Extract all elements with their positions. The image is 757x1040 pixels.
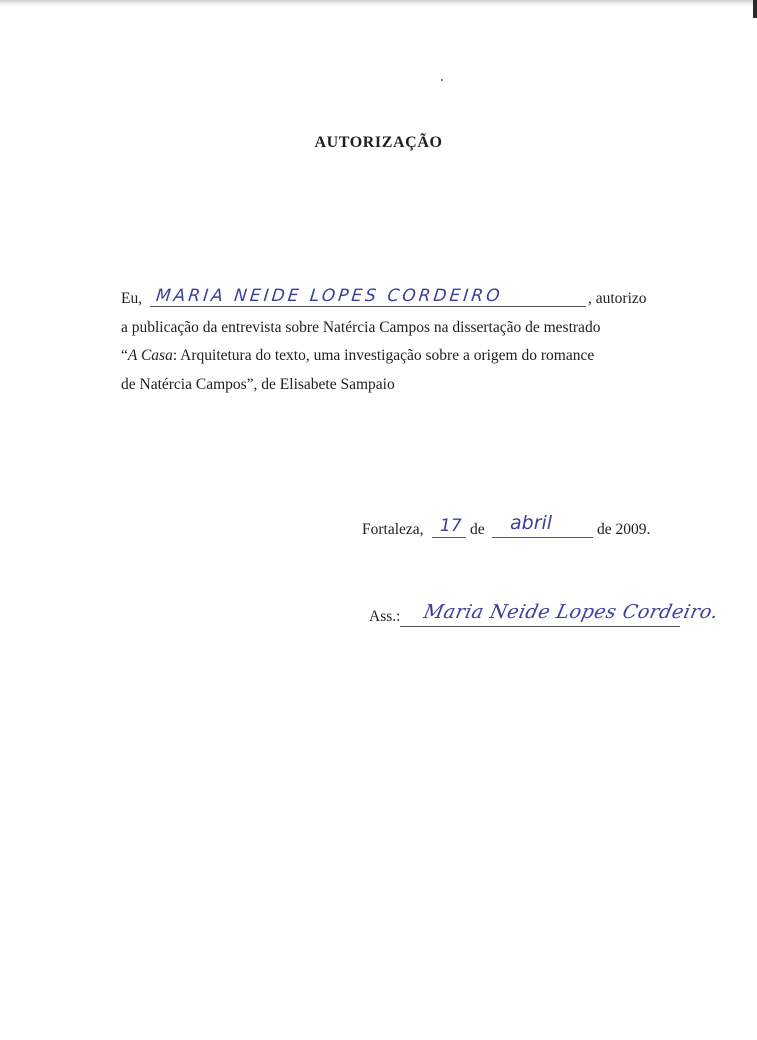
handwritten-name: MARIA NEIDE LOPES CORDEIRO [154,286,504,306]
scan-edge-mark [753,0,757,18]
name-blank-line [150,306,586,307]
month-blank-line [492,537,593,538]
signature-label: Ass.: [369,608,401,625]
authorize-text: , autorizo [588,290,647,307]
body-line-2: a publicação da entrevista sobre Natércia Campos na dissertação de mestrado [121,319,601,336]
handwritten-signature: Maria Neide Lopes Cordeiro. [421,601,721,623]
body-line-4: de Natércia Campos”, de Elisabete Sampaio [121,376,395,393]
city-text: Fortaleza, [362,521,424,538]
intro-line [121,290,142,308]
signature-blank-line [400,626,680,627]
de-text: de [470,521,485,538]
book-title: A Casa [127,347,173,364]
page-title: AUTORIZAÇÃO [314,134,443,151]
open-quote: “ [121,347,128,364]
day-blank-line [432,537,466,538]
year-text: de 2009. [597,521,651,538]
body-line-3 [121,347,594,365]
scan-speck [441,79,443,81]
intro-text: Eu, [121,290,143,307]
handwritten-month: abril [510,512,553,534]
scan-edge-shadow [0,0,757,7]
body-line-3-rest: : Arquitetura do texto, uma investigação sobre a origem do romance [172,347,595,364]
handwritten-day: 17 [440,516,462,536]
